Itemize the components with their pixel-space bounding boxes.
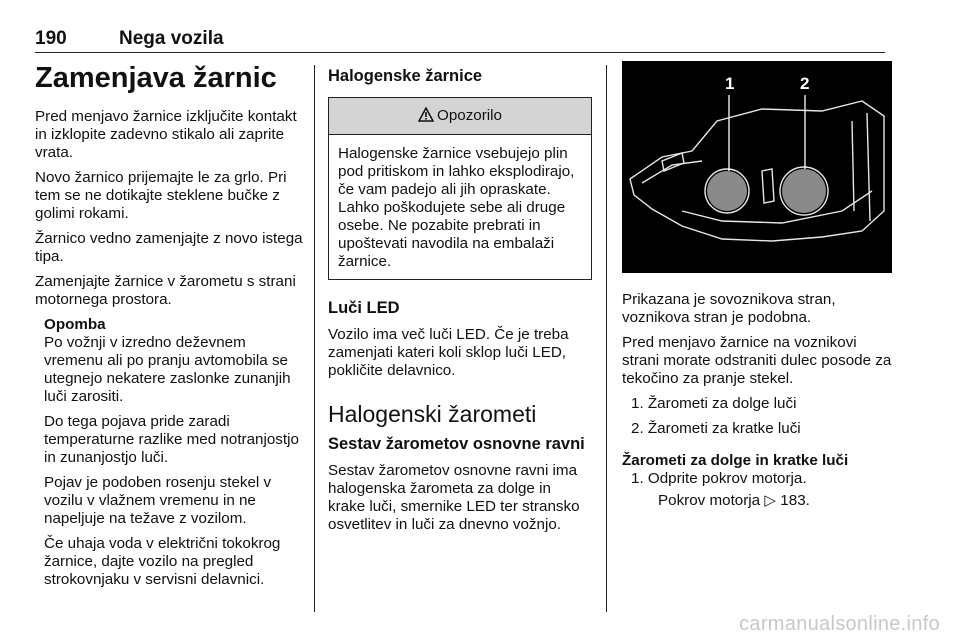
halogen-headlights-heading: Halogenski žarometi xyxy=(328,401,537,427)
section-title: Nega vozila xyxy=(119,28,224,49)
warning-header xyxy=(329,98,591,135)
step-text: Odprite pokrov motorja. xyxy=(647,470,807,487)
list-item xyxy=(622,395,892,413)
paragraph: Prikazana je sovoznikova stran, voznikova stran je podobna. xyxy=(622,291,836,326)
figure-callout-1: 1 xyxy=(725,74,735,93)
steps-list xyxy=(622,470,892,510)
page-header xyxy=(35,28,885,53)
paragraph: Pred menjavo žarnice na voznikovi strani morate odstraniti dulec posode za tekočino za pranje stekel. xyxy=(622,334,892,387)
list-number: 2. xyxy=(631,420,644,437)
cross-reference-page: 183. xyxy=(780,492,810,509)
warning-text: Halogenske žarnice vsebujejo plin pod pritiskom in lahko eksplodirajo, če vam padejo ali jih opraskate. Lahko poškodujete sebe ali druge osebe. Ne pozabite prebrati in upoštevati navodila na embalaži žarnice. xyxy=(338,145,575,270)
list-number: 1. xyxy=(631,395,644,412)
cross-reference-label: Pokrov motorja xyxy=(658,492,761,509)
led-paragraph: Vozilo ima več luči LED. Če je treba zamenjati kateri koli sklop luči LED, pokličite delavnico. xyxy=(328,326,569,379)
note-paragraph: Do tega pojava pride zaradi temperaturne razlike med notranjostjo in zunanjostjo luči. xyxy=(44,413,299,466)
halogen-bulbs-heading: Halogenske žarnice xyxy=(328,67,483,85)
column-divider xyxy=(606,65,607,612)
column-2 xyxy=(328,60,592,541)
step-number: 1. xyxy=(631,470,644,487)
column-1 xyxy=(35,60,303,596)
note-title: Opomba xyxy=(44,316,106,333)
column-3 xyxy=(622,60,892,520)
headlamp-drawing xyxy=(622,61,892,273)
note-paragraph: Če uhaja voda v električni tokokrog žarnice, dajte vozilo na pregled strokovnjaku v servisni delavnici. xyxy=(44,535,281,588)
warning-triangle-icon xyxy=(418,107,434,122)
note-box xyxy=(35,316,303,589)
paragraph: Zamenjajte žarnice v žarometu s strani motornega prostora. xyxy=(35,273,296,308)
paragraph: Pred menjavo žarnice izključite kontakt in izklopite zadevno stikalo ali zaprite vrata. xyxy=(35,108,297,161)
headlamp-illustration xyxy=(622,61,892,273)
note-paragraph: Po vožnji v izredno deževnem vremenu ali po pranju avtomobila se utegnejo nekatere zaslonke zunanjih luči zarositi. xyxy=(44,334,291,405)
cross-reference[interactable] xyxy=(631,492,892,510)
list-text: Žarometi za kratke luči xyxy=(647,420,801,437)
list-item xyxy=(622,470,892,510)
assembly-heading: Sestav žarometov osnovne ravni xyxy=(328,435,585,453)
callout-legend xyxy=(622,395,892,438)
list-text: Žarometi za dolge luči xyxy=(647,395,797,412)
sub-heading: Žarometi za dolge in kratke luči xyxy=(622,452,849,469)
column-divider xyxy=(314,65,315,612)
assembly-paragraph: Sestav žarometov osnovne ravni ima halogenska žarometa za dolge in krake luči, smernike LED ter stransko osvetlitev in luči za dnevno vožnjo. xyxy=(328,462,580,533)
list-item xyxy=(622,420,892,438)
page-number: 190 xyxy=(35,28,67,49)
page-title: Zamenjava žarnic xyxy=(35,62,277,94)
figure-callout-2: 2 xyxy=(800,74,810,93)
warning-box xyxy=(328,97,592,280)
paragraph: Žarnico vedno zamenjajte z novo istega tipa. xyxy=(35,230,303,265)
watermark: carmanualsonline.info xyxy=(739,613,940,635)
paragraph: Novo žarnico prijemajte le za grlo. Pri tem se ne dotikajte steklene bučke z golimi rokami. xyxy=(35,169,287,222)
warning-title: Opozorilo xyxy=(437,107,502,124)
arrow-right-icon: ▷ xyxy=(764,492,777,509)
led-heading: Luči LED xyxy=(328,299,400,317)
note-paragraph: Pojav je podoben rosenju stekel v vozilu v vlažnem vremenu in ne napeljuje na težave z vozilom. xyxy=(44,474,272,527)
